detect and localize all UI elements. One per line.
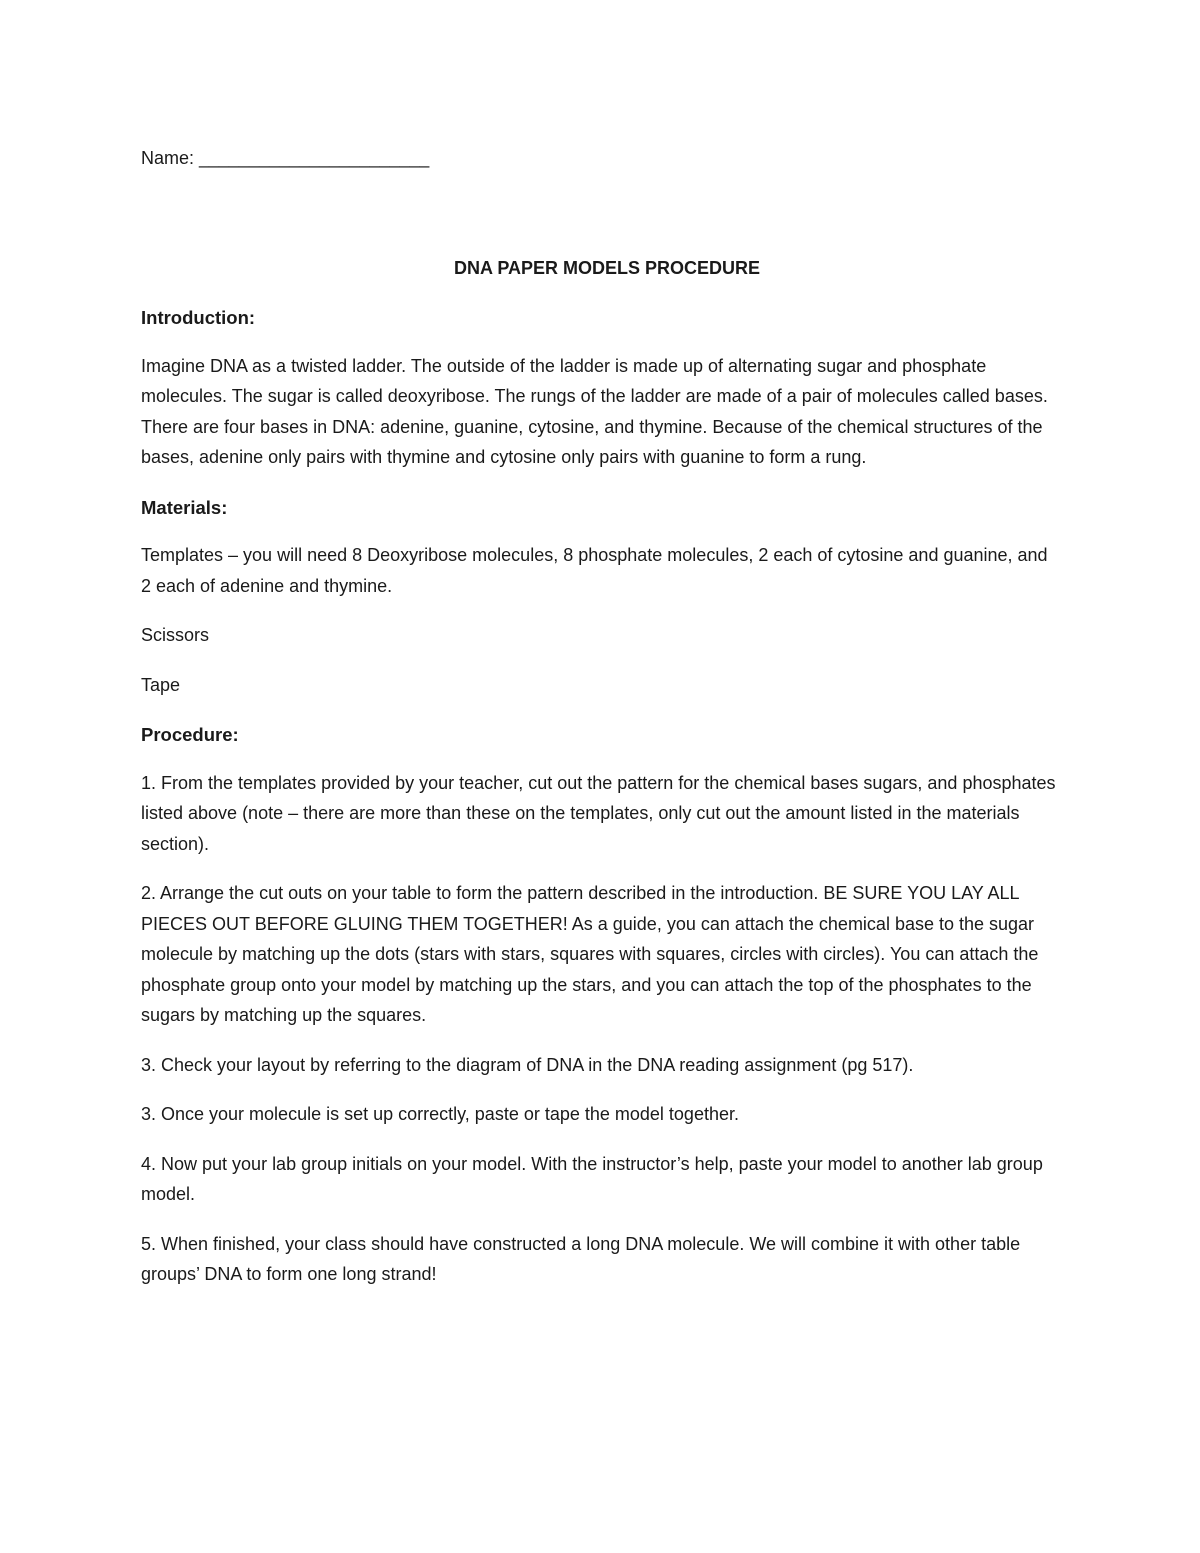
introduction-text: Imagine DNA as a twisted ladder. The outside of the ladder is made up of alternating sugar and phosphate molecules. The sugar is called deoxyribose. The rungs of the ladder are made of a pair of molecules called bases. There are four bases in DNA: adenine, guanine, cytosine, and thymine. Because of the chemical structures of the bases, adenine only pairs with thymine and cytosine only pairs with guanine to form a rung.	[141, 355, 1048, 467]
materials-heading: Materials:	[141, 496, 228, 518]
procedure-step: 5. When finished, your class should have constructed a long DNA molecule. We will combine it with other table groups’ DNA to form one long strand!	[141, 1233, 1021, 1284]
materials-item: Tape	[141, 674, 181, 695]
introduction-heading: Introduction:	[141, 307, 256, 328]
materials-item: Scissors	[141, 625, 210, 645]
procedure-step: 2. Arrange the cut outs on your table to form the pattern described in the introduction. BE SURE YOU LAY ALL PIECES OUT BEFORE GLUING THEM TOGETHER! As a guide, you can attach the chemical base to the sugar molecule by matching up the dots (stars with stars, squares with squares, circles with circles). You can attach the phosphate group onto your model by matching up the stars, and you can attach the top of the phosphates to the sugars by matching up the squares.	[141, 883, 1039, 1025]
document-title: DNA PAPER MODELS PROCEDURE	[453, 257, 761, 278]
procedure-step: 3. Once your molecule is set up correctly, paste or tape the model together.	[141, 1104, 739, 1124]
procedure-step: 3. Check your layout by referring to the diagram of DNA in the DNA reading assignment (pg 517).	[141, 1054, 914, 1075]
materials-item: Templates – you will need 8 Deoxyribose molecules, 8 phosphate molecules, 2 each of cytosine and guanine, and 2 each of adenine and thymine.	[141, 545, 1048, 596]
procedure-heading: Procedure:	[141, 724, 239, 745]
document-body	[141, 143, 1061, 1290]
procedure-step: 4. Now put your lab group initials on your model. With the instructor’s help, paste your model to another lab group model.	[141, 1153, 1043, 1204]
procedure-step: 1. From the templates provided by your teacher, cut out the pattern for the chemical bases sugars, and phosphates listed above (note – there are more than these on the templates, only cut out the amount listed in the materials section).	[141, 772, 1056, 854]
name-field-label: Name: _______________________	[141, 148, 430, 168]
